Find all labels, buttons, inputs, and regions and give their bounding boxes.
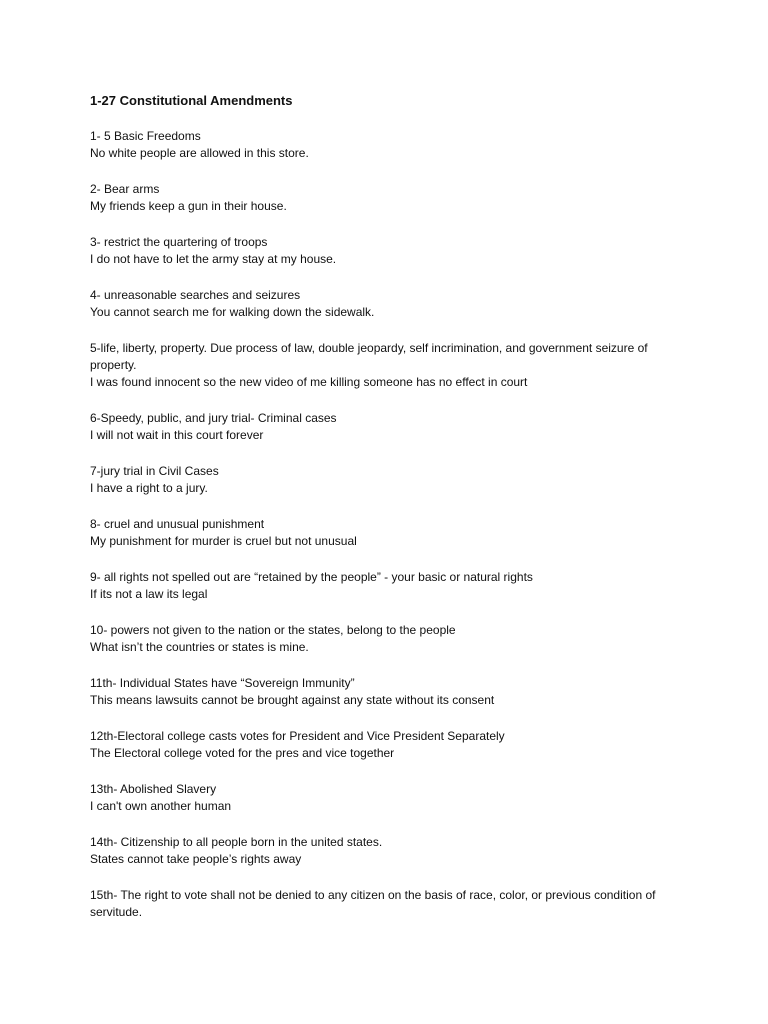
amendment-example: My friends keep a gun in their house.: [90, 199, 287, 213]
amendment-entry-12: [90, 728, 690, 762]
amendment-entry-1: [90, 128, 690, 162]
amendment-heading: 10- powers not given to the nation or the states, belong to the people: [90, 623, 456, 637]
amendment-heading: 2- Bear arms: [90, 182, 160, 196]
amendment-heading: 3- restrict the quartering of troops: [90, 235, 268, 249]
amendment-entry-10: [90, 622, 690, 656]
amendment-example: This means lawsuits cannot be brought against any state without its consent: [90, 693, 495, 707]
amendment-heading: 7-jury trial in Civil Cases: [90, 464, 219, 478]
amendment-entry-14: [90, 834, 690, 868]
amendment-example: I will not wait in this court forever: [90, 428, 264, 442]
amendment-heading: 15th- The right to vote shall not be denied to any citizen on the basis of race, color, or previous condition of servitude.: [90, 888, 656, 919]
amendment-example: States cannot take people’s rights away: [90, 852, 302, 866]
document-body: [90, 92, 690, 940]
amendment-heading: 8- cruel and unusual punishment: [90, 517, 265, 531]
amendment-entry-13: [90, 781, 690, 815]
amendment-entry-3: [90, 234, 690, 268]
amendment-heading: 13th- Abolished Slavery: [90, 782, 217, 796]
amendment-example: What isn’t the countries or states is mine.: [90, 640, 309, 654]
amendment-heading: 1- 5 Basic Freedoms: [90, 129, 201, 143]
amendment-example: I do not have to let the army stay at my house.: [90, 252, 337, 266]
amendment-example: No white people are allowed in this store.: [90, 146, 309, 160]
amendment-entry-9: [90, 569, 690, 603]
amendment-entry-7: [90, 463, 690, 497]
amendment-entry-4: [90, 287, 690, 321]
amendment-entry-11: [90, 675, 690, 709]
amendment-example: I can't own another human: [90, 799, 232, 813]
amendment-entry-2: [90, 181, 690, 215]
amendment-heading: 6-Speedy, public, and jury trial- Criminal cases: [90, 411, 337, 425]
amendment-entry-5: [90, 340, 690, 391]
amendment-heading: 14th- Citizenship to all people born in the united states.: [90, 835, 383, 849]
amendment-example: If its not a law its legal: [90, 587, 208, 601]
amendment-example: I have a right to a jury.: [90, 481, 208, 495]
amendment-heading: 4- unreasonable searches and seizures: [90, 288, 301, 302]
amendment-entry-8: [90, 516, 690, 550]
amendment-heading: 12th-Electoral college casts votes for President and Vice President Separately: [90, 729, 505, 743]
document-title: 1-27 Constitutional Amendments: [90, 93, 293, 108]
amendment-example: You cannot search me for walking down the sidewalk.: [90, 305, 375, 319]
amendment-example: I was found innocent so the new video of me killing someone has no effect in court: [90, 375, 528, 389]
amendment-entry-15: [90, 887, 690, 921]
amendment-heading: 11th- Individual States have “Sovereign Immunity”: [90, 676, 355, 690]
amendment-heading: 9- all rights not spelled out are “retained by the people” - your basic or natural rights: [90, 570, 533, 584]
amendment-entry-6: [90, 410, 690, 444]
amendment-heading: 5-life, liberty, property. Due process of law, double jeopardy, self incrimination, and government seizure of property.: [90, 341, 648, 372]
amendment-example: The Electoral college voted for the pres and vice together: [90, 746, 395, 760]
amendment-example: My punishment for murder is cruel but not unusual: [90, 534, 357, 548]
